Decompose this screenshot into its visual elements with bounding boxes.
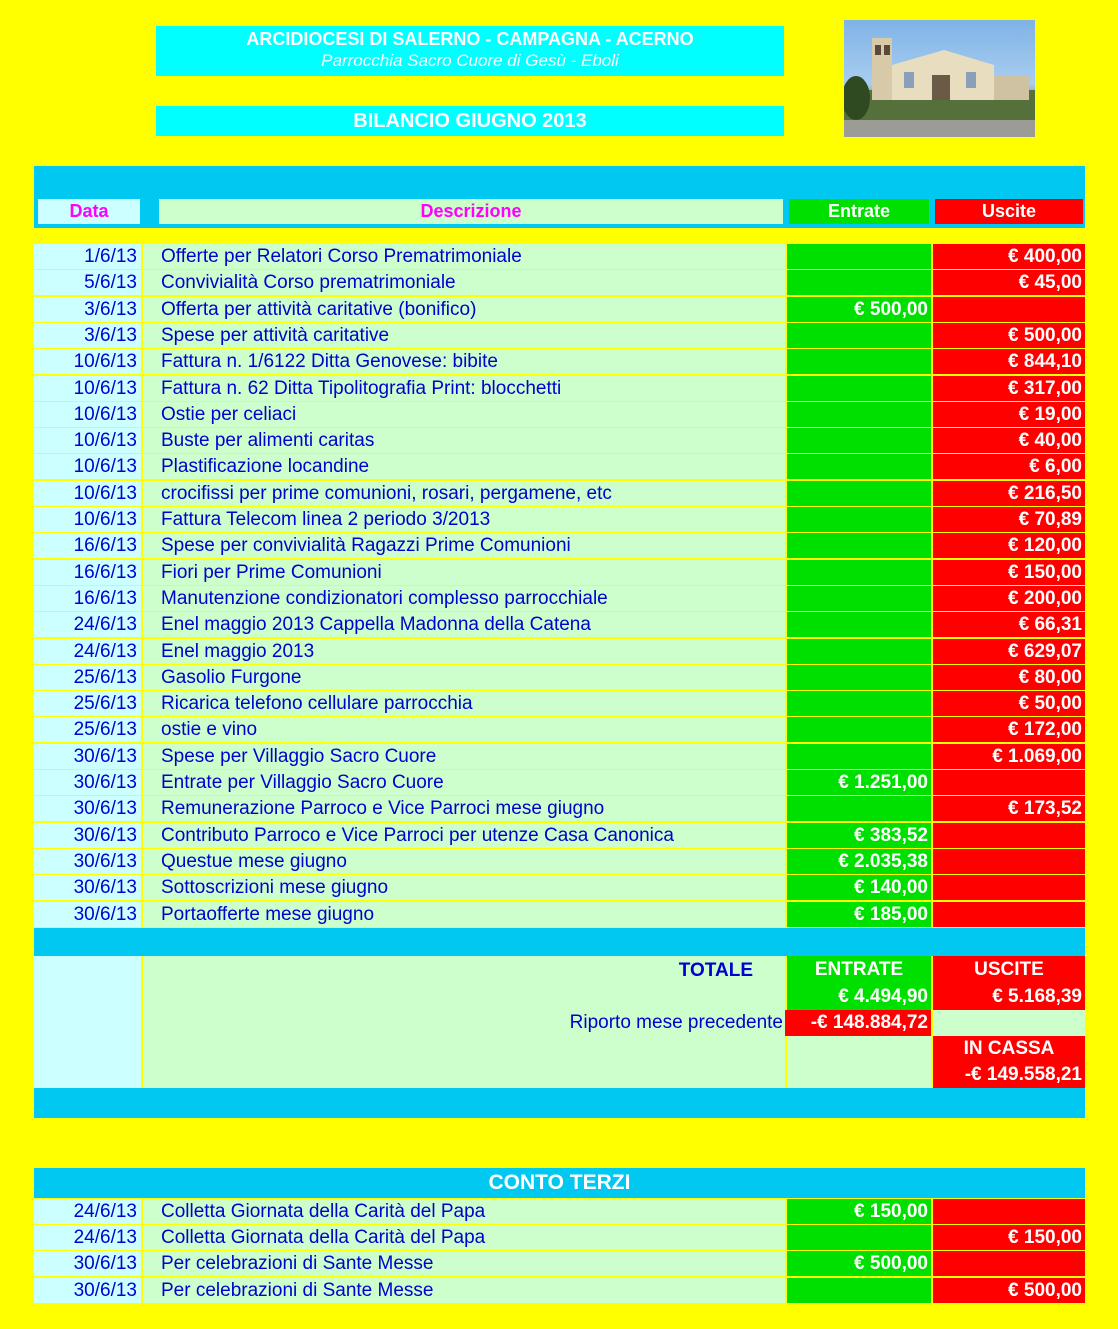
row-expense — [933, 1251, 1085, 1276]
row-description: Spese per attività caritative — [143, 323, 785, 348]
row-date: 16/6/13 — [34, 586, 141, 611]
row-description: Enel maggio 2013 Cappella Madonna della Catena — [143, 612, 785, 637]
row-date: 30/6/13 — [34, 902, 141, 927]
row-description: Fattura Telecom linea 2 periodo 3/2013 — [143, 507, 785, 532]
row-income — [787, 612, 931, 637]
row-date: 10/6/13 — [34, 507, 141, 532]
row-date: 25/6/13 — [34, 717, 141, 742]
row-description: Enel maggio 2013 — [143, 639, 785, 664]
totals-expense-value: € 5.168,39 — [933, 983, 1085, 1010]
row-date: 30/6/13 — [34, 1278, 141, 1303]
column-header-income: Entrate — [789, 199, 929, 224]
row-description: Buste per alimenti caritas — [143, 428, 785, 453]
row-date: 10/6/13 — [34, 428, 141, 453]
row-date: 10/6/13 — [34, 481, 141, 506]
row-income: € 500,00 — [787, 297, 931, 322]
row-expense: € 120,00 — [933, 533, 1085, 558]
row-date: 24/6/13 — [34, 1225, 141, 1250]
row-description: Spese per Villaggio Sacro Cuore — [143, 744, 785, 769]
row-income — [787, 796, 931, 821]
column-header-date: Data — [38, 199, 140, 224]
column-header-description: Descrizione — [159, 199, 783, 224]
row-expense: € 216,50 — [933, 481, 1085, 506]
totals-label: TOTALE — [678, 960, 753, 981]
row-income — [787, 1225, 931, 1250]
balance-title: BILANCIO GIUGNO 2013 — [156, 106, 784, 136]
row-income — [787, 744, 931, 769]
row-expense: € 45,00 — [933, 270, 1085, 295]
row-description: Contributo Parroco e Vice Parroci per utenze Casa Canonica — [143, 823, 785, 848]
row-date: 30/6/13 — [34, 875, 141, 900]
column-header-expense: Uscite — [935, 199, 1083, 224]
row-expense — [933, 823, 1085, 848]
row-expense: € 844,10 — [933, 349, 1085, 374]
row-description: Per celebrazioni di Sante Messe — [143, 1251, 785, 1276]
row-expense: € 317,00 — [933, 376, 1085, 401]
row-expense: € 150,00 — [933, 1225, 1085, 1250]
row-income: € 150,00 — [787, 1199, 931, 1224]
row-expense: € 200,00 — [933, 586, 1085, 611]
row-expense: € 173,52 — [933, 796, 1085, 821]
row-description: Questue mese giugno — [143, 849, 785, 874]
row-income — [787, 323, 931, 348]
row-description: Gasolio Furgone — [143, 665, 785, 690]
row-income — [787, 481, 931, 506]
row-date: 30/6/13 — [34, 1251, 141, 1276]
row-description: Spese per convivialità Ragazzi Prime Comunioni — [143, 533, 785, 558]
totals-income-value: € 4.494,90 — [787, 983, 931, 1010]
row-date: 24/6/13 — [34, 612, 141, 637]
row-date: 30/6/13 — [34, 823, 141, 848]
row-expense — [933, 902, 1085, 927]
third-party-title: CONTO TERZI — [34, 1168, 1085, 1198]
row-expense — [933, 849, 1085, 874]
row-income: € 2.035,38 — [787, 849, 931, 874]
cash-value: -€ 149.558,21 — [933, 1062, 1085, 1088]
row-date: 3/6/13 — [34, 323, 141, 348]
table-top-bar — [34, 166, 1085, 194]
row-expense: € 50,00 — [933, 691, 1085, 716]
row-expense: € 500,00 — [933, 1278, 1085, 1303]
church-image — [844, 20, 1035, 137]
previous-month-value: -€ 148.884,72 — [785, 1010, 931, 1036]
row-income — [787, 691, 931, 716]
totals-date-column — [34, 956, 141, 1088]
parish-subtitle: Parrocchia Sacro Cuore di Gesù - Eboli — [321, 51, 619, 70]
totals-expense-label: USCITE — [933, 956, 1085, 983]
row-expense — [933, 770, 1085, 795]
church-photo — [844, 20, 1035, 137]
row-date: 30/6/13 — [34, 849, 141, 874]
row-date: 25/6/13 — [34, 665, 141, 690]
row-description: Portaofferte mese giugno — [143, 902, 785, 927]
row-income — [787, 270, 931, 295]
row-date: 10/6/13 — [34, 454, 141, 479]
table-mid-bar — [34, 928, 1085, 956]
table-bottom-bar — [34, 1088, 1085, 1118]
row-income — [787, 717, 931, 742]
row-description: Ostie per celiaci — [143, 402, 785, 427]
row-date: 16/6/13 — [34, 560, 141, 585]
row-description: Fattura n. 1/6122 Ditta Genovese: bibite — [143, 349, 785, 374]
totals-income-filler — [787, 1036, 931, 1088]
row-date: 10/6/13 — [34, 402, 141, 427]
row-description: Per celebrazioni di Sante Messe — [143, 1278, 785, 1303]
totals-income-label: ENTRATE — [787, 956, 931, 983]
row-expense: € 629,07 — [933, 639, 1085, 664]
row-income: € 185,00 — [787, 902, 931, 927]
row-expense — [933, 1199, 1085, 1224]
row-expense: € 6,00 — [933, 454, 1085, 479]
row-income — [787, 454, 931, 479]
row-description: Plastificazione locandine — [143, 454, 785, 479]
row-expense: € 1.069,00 — [933, 744, 1085, 769]
row-expense: € 40,00 — [933, 428, 1085, 453]
row-expense — [933, 297, 1085, 322]
row-description: Offerta per attività caritative (bonifico) — [143, 297, 785, 322]
row-date: 24/6/13 — [34, 1199, 141, 1224]
row-income — [787, 244, 931, 269]
row-expense: € 70,89 — [933, 507, 1085, 532]
row-income — [787, 533, 931, 558]
row-expense — [933, 875, 1085, 900]
row-description: Manutenzione condizionatori complesso parrocchiale — [143, 586, 785, 611]
row-date: 30/6/13 — [34, 770, 141, 795]
row-description: Convivialità Corso prematrimoniale — [143, 270, 785, 295]
row-income — [787, 665, 931, 690]
row-income: € 140,00 — [787, 875, 931, 900]
row-expense: € 66,31 — [933, 612, 1085, 637]
previous-month-filler — [933, 1010, 1085, 1036]
row-income — [787, 376, 931, 401]
header-diocese-box — [156, 26, 784, 76]
row-description: Fiori per Prime Comunioni — [143, 560, 785, 585]
row-income: € 1.251,00 — [787, 770, 931, 795]
row-income — [787, 402, 931, 427]
row-description: Colletta Giornata della Carità del Papa — [143, 1199, 785, 1224]
row-description: Remunerazione Parroco e Vice Parroci mese giugno — [143, 796, 785, 821]
previous-month-label: Riporto mese precedente — [569, 1012, 783, 1033]
row-income — [787, 586, 931, 611]
row-expense: € 500,00 — [933, 323, 1085, 348]
row-income: € 383,52 — [787, 823, 931, 848]
row-date: 1/6/13 — [34, 244, 141, 269]
row-date: 24/6/13 — [34, 639, 141, 664]
row-income: € 500,00 — [787, 1251, 931, 1276]
row-date: 10/6/13 — [34, 349, 141, 374]
row-expense: € 150,00 — [933, 560, 1085, 585]
row-income — [787, 639, 931, 664]
row-description: Colletta Giornata della Carità del Papa — [143, 1225, 785, 1250]
row-description: ostie e vino — [143, 717, 785, 742]
row-date: 16/6/13 — [34, 533, 141, 558]
row-description: Fattura n. 62 Ditta Tipolitografia Print: blocchetti — [143, 376, 785, 401]
row-expense: € 19,00 — [933, 402, 1085, 427]
row-expense: € 172,00 — [933, 717, 1085, 742]
row-date: 30/6/13 — [34, 744, 141, 769]
row-date: 30/6/13 — [34, 796, 141, 821]
row-income — [787, 560, 931, 585]
row-income — [787, 1278, 931, 1303]
row-expense: € 80,00 — [933, 665, 1085, 690]
cash-label: IN CASSA — [933, 1036, 1085, 1062]
row-date: 25/6/13 — [34, 691, 141, 716]
row-description: Offerte per Relatori Corso Prematrimoniale — [143, 244, 785, 269]
row-description: Sottoscrizioni mese giugno — [143, 875, 785, 900]
row-income — [787, 349, 931, 374]
row-date: 3/6/13 — [34, 297, 141, 322]
diocese-title: ARCIDIOCESI DI SALERNO - CAMPAGNA - ACERNO — [246, 29, 694, 49]
row-description: crocifissi per prime comunioni, rosari, pergamene, etc — [143, 481, 785, 506]
row-date: 5/6/13 — [34, 270, 141, 295]
row-income — [787, 428, 931, 453]
row-expense: € 400,00 — [933, 244, 1085, 269]
row-description: Entrate per Villaggio Sacro Cuore — [143, 770, 785, 795]
row-date: 10/6/13 — [34, 376, 141, 401]
row-income — [787, 507, 931, 532]
row-description: Ricarica telefono cellulare parrocchia — [143, 691, 785, 716]
